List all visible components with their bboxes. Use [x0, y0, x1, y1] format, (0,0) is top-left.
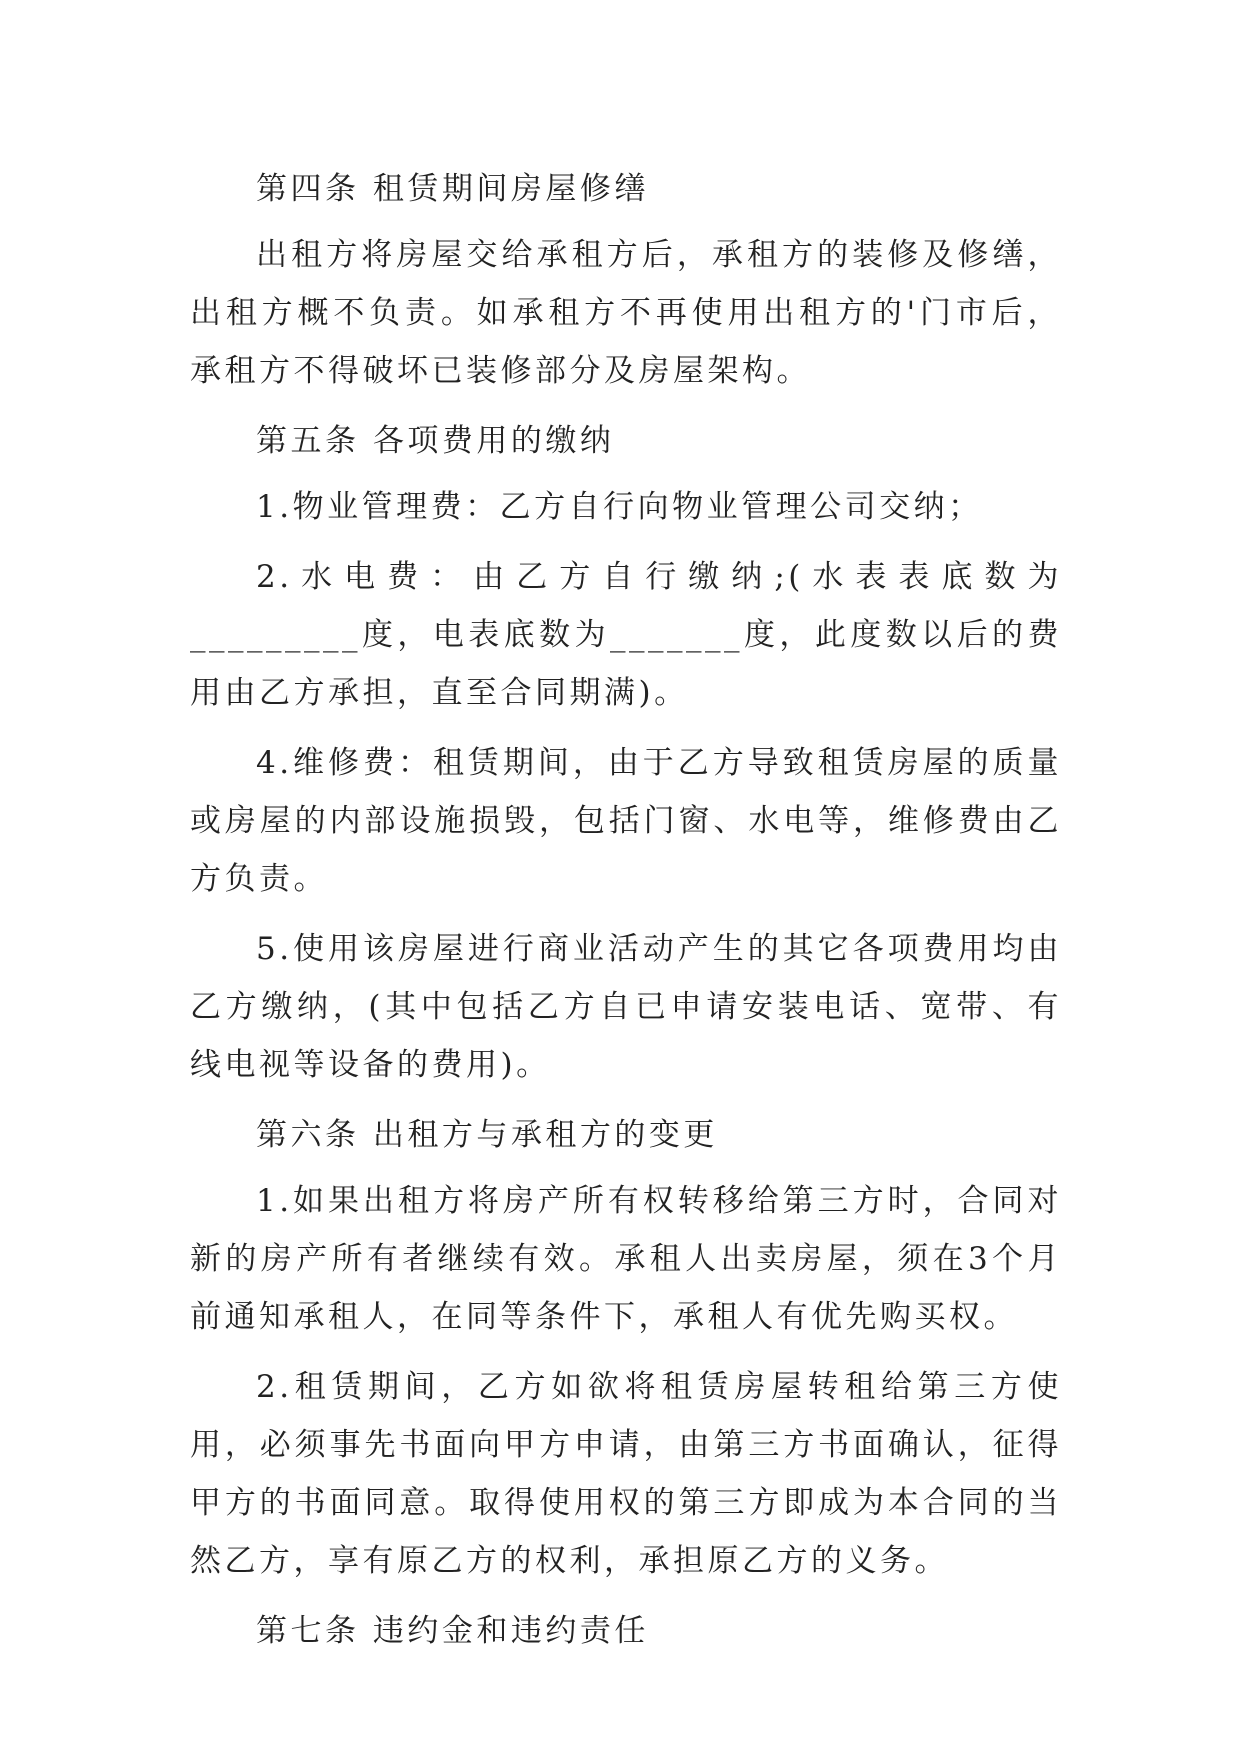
ownership-transfer-paragraph: 1.如果出租方将房产所有权转移给第三方时，合同对新的房产所有者继续有效。承租人出卖房屋，须在3个月前通知承租人，在同等条件下，承租人有优先购买权。	[190, 1183, 1062, 1335]
document-page	[190, 160, 1062, 1668]
article-5-heading: 第五条 各项费用的缴纳	[256, 423, 615, 459]
other-fees-paragraph: 5.使用该房屋进行商业活动产生的其它各项费用均由乙方缴纳，(其中包括乙方自已申请安装电话、宽带、有线电视等设备的费用)。	[190, 931, 1062, 1083]
property-fee-paragraph: 1.物业管理费：乙方自行向物业管理公司交纳；	[256, 489, 983, 525]
sublease-paragraph: 2.租赁期间，乙方如欲将租赁房屋转租给第三方使用，必须事先书面向甲方申请，由第三方书面确认，征得甲方的书面同意。取得使用权的第三方即成为本合同的当然乙方，享有原乙方的权利，承担原乙方的义务。	[190, 1369, 1062, 1579]
repair-fee-paragraph: 4.维修费：租赁期间，由于乙方导致租赁房屋的质量或房屋的内部设施损毁，包括门窗、水电等，维修费由乙方负责。	[190, 745, 1062, 897]
article-6-heading: 第六条 出租方与承租方的变更	[256, 1117, 718, 1153]
article-4-paragraph: 出租方将房屋交给承租方后，承租方的装修及修缮，出租方概不负责。如承租方不再使用出租方的'门市后，承租方不得破坏已装修部分及房屋架构。	[190, 237, 1062, 389]
article-7-heading: 第七条 违约金和违约责任	[256, 1613, 649, 1649]
article-4-heading: 第四条 租赁期间房屋修缮	[256, 171, 649, 207]
utility-fee-paragraph: 2.水电费：由乙方自行缴纳;(水表表底数为_________度，电表底数为_______度，此度数以后的费用由乙方承担，直至合同期满)。	[190, 559, 1062, 711]
